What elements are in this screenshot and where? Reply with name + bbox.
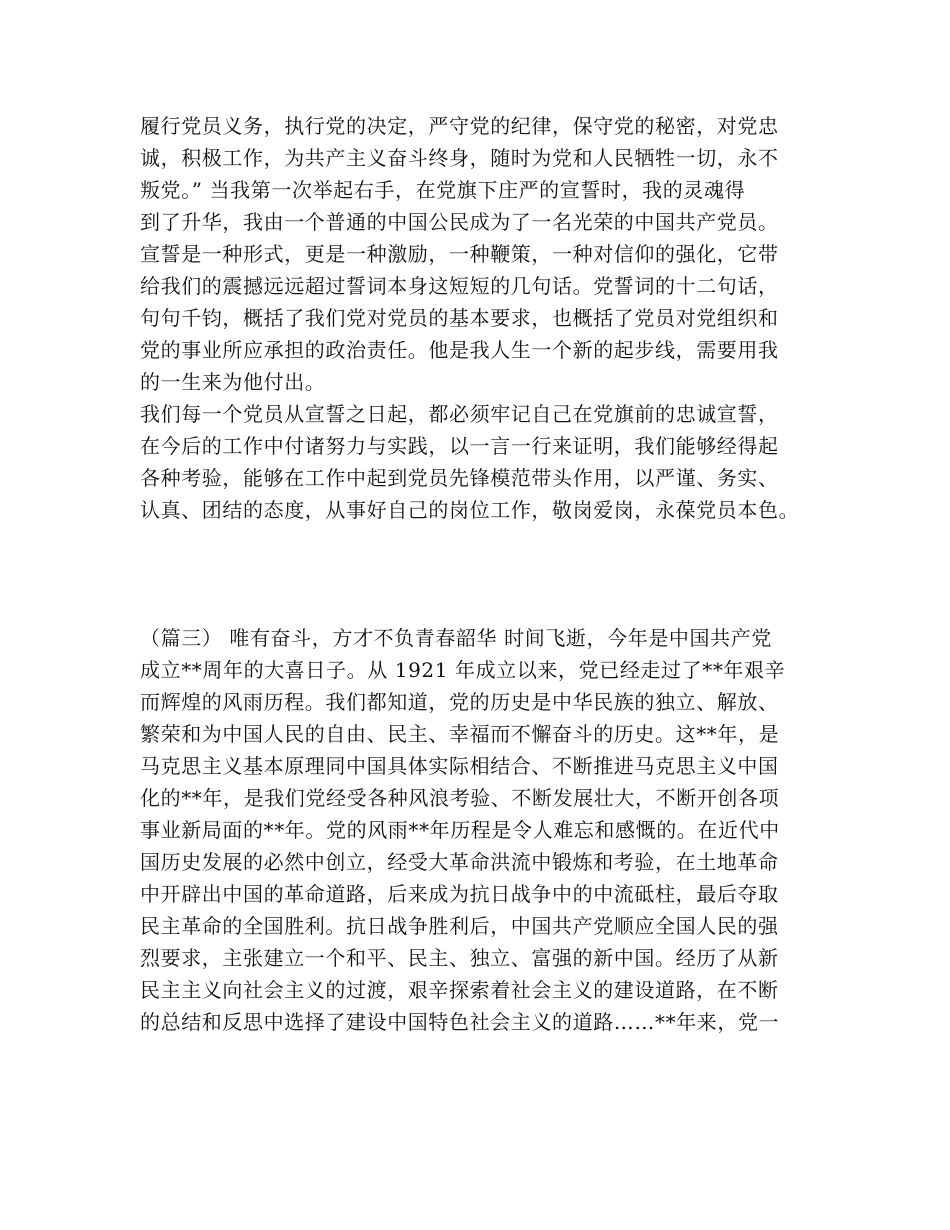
text-line: 我们每一个党员从宣誓之日起，都必须牢记自己在党旗前的忠诚宣誓， — [140, 402, 779, 426]
text-line: 而辉煌的风雨历程。我们都知道，党的历史是中华民族的独立、解放、 — [140, 690, 779, 714]
oath-reflection-text — [140, 110, 840, 526]
text-line: 繁荣和为中国人民的自由、民主、幸福而不懈奋斗的历史。这**年，是 — [140, 722, 780, 746]
text-line: 的一生来为他付出。 — [140, 370, 326, 394]
text-line: 的总结和反思中选择了建设中国特色社会主义的道路……**年来，党一 — [140, 1010, 780, 1034]
text-line: 党的事业所应承担的政治责任。他是我人生一个新的起步线，需要用我 — [140, 338, 779, 362]
text-line: 烈要求，主张建立一个和平、民主、独立、富强的新中国。经历了从新 — [140, 946, 779, 970]
text-line: 中开辟出中国的革命道路，后来成为抗日战争中的中流砥柱，最后夺取 — [140, 882, 779, 906]
text-line: 到了升华，我由一个普通的中国公民成为了一名光荣的中国共产党员。 — [140, 210, 779, 234]
text-line: 事业新局面的**年。党的风雨**年历程是令人难忘和感慨的。在近代中 — [140, 818, 780, 842]
text-line: 民主主义向社会主义的过渡，艰辛探索着社会主义的建设道路，在不断 — [140, 978, 779, 1002]
text-line: 成立**周年的大喜日子。从 1921 年成立以来，党已经走过了**年艰辛 — [140, 658, 786, 682]
text-line: 叛党。” 当我第一次举起右手，在党旗下庄严的宣誓时，我的灵魂得 — [140, 178, 746, 202]
text-line: （篇三） 唯有奋斗，方才不负青春韶华 时间飞逝，今年是中国共产党 — [140, 626, 772, 650]
text-line: 履行党员义务，执行党的决定，严守党的纪律，保守党的秘密，对党忠 — [140, 114, 779, 138]
text-line: 句句千钧，概括了我们党对党员的基本要求，也概括了党员对党组织和 — [140, 306, 779, 330]
text-line: 马克思主义基本原理同中国具体实际相结合、不断推进马克思主义中国 — [140, 754, 779, 778]
essay-part-three-text — [140, 622, 840, 1038]
text-line: 宣誓是一种形式，更是一种激励，一种鞭策，一种对信仰的强化，它带 — [140, 242, 779, 266]
text-line: 国历史发展的必然中创立，经受大革命洪流中锻炼和考验，在土地革命 — [140, 850, 779, 874]
text-line: 化的**年，是我们党经受各种风浪考验、不断发展壮大，不断开创各项 — [140, 786, 780, 810]
text-line: 各种考验，能够在工作中起到党员先锋模范带头作用，以严谨、务实、 — [140, 466, 779, 490]
text-line: 给我们的震撼远远超过誓词本身这短短的几句话。党誓词的十二句话， — [140, 274, 779, 298]
text-line: 诚，积极工作，为共产主义奋斗终身，随时为党和人民牺牲一切，永不 — [140, 146, 779, 170]
text-line: 民主革命的全国胜利。抗日战争胜利后，中国共产党顺应全国人民的强 — [140, 914, 779, 938]
text-line: 在今后的工作中付诸努力与实践，以一言一行来证明，我们能够经得起 — [140, 434, 779, 458]
text-line: 认真、团结的态度，从事好自己的岗位工作，敬岗爱岗，永葆党员本色。 — [140, 498, 800, 522]
